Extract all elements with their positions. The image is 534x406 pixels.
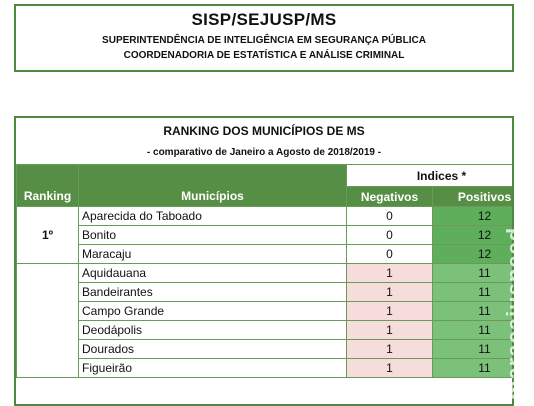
ranking-title: RANKING DOS MUNICÍPIOS DE MS bbox=[163, 124, 365, 138]
table-row bbox=[17, 245, 515, 264]
municipio-cell: Bandeirantes bbox=[79, 283, 347, 302]
header-title: SISP/SEJUSP/MS bbox=[191, 10, 337, 29]
report-header bbox=[14, 4, 514, 72]
municipio-cell: Figueirão bbox=[79, 359, 347, 378]
col-header-indices: Indices * bbox=[347, 165, 515, 187]
municipio-cell: Aparecida do Taboado bbox=[79, 207, 347, 226]
col-header-positivos: Positivos bbox=[433, 187, 515, 207]
col-header-municipios: Municípios bbox=[79, 165, 347, 207]
negativos-cell: 0 bbox=[347, 245, 433, 264]
col-header-ranking: Ranking bbox=[17, 165, 79, 207]
table-row bbox=[17, 207, 515, 226]
table-row bbox=[17, 340, 515, 359]
positivos-cell: 11 bbox=[433, 302, 515, 321]
rank-cell: 1º bbox=[17, 207, 79, 264]
negativos-cell: 1 bbox=[347, 283, 433, 302]
table-row bbox=[17, 321, 515, 340]
col-header-negativos: Negativos bbox=[347, 187, 433, 207]
rank-cell bbox=[17, 264, 79, 378]
table-row bbox=[17, 264, 515, 283]
positivos-cell: 11 bbox=[433, 359, 515, 378]
municipio-cell: Campo Grande bbox=[79, 302, 347, 321]
municipio-cell: Aquidauana bbox=[79, 264, 347, 283]
municipio-cell: Dourados bbox=[79, 340, 347, 359]
header-coordenadoria: COORDENADORIA DE ESTATÍSTICA E ANÁLISE CRIMINAL bbox=[123, 50, 405, 61]
positivos-cell: 12 bbox=[433, 226, 515, 245]
municipio-cell: Maracaju bbox=[79, 245, 347, 264]
table-row bbox=[17, 226, 515, 245]
positivos-cell: 12 bbox=[433, 207, 515, 226]
negativos-cell: 1 bbox=[347, 359, 433, 378]
negativos-cell: 1 bbox=[347, 302, 433, 321]
positivos-cell: 12 bbox=[433, 245, 515, 264]
positivos-cell: 11 bbox=[433, 264, 515, 283]
positivos-cell: 11 bbox=[433, 321, 515, 340]
municipio-cell: Deodápolis bbox=[79, 321, 347, 340]
positivos-cell: 11 bbox=[433, 340, 515, 359]
negativos-cell: 0 bbox=[347, 207, 433, 226]
negativos-cell: 1 bbox=[347, 321, 433, 340]
municipio-cell: Bonito bbox=[79, 226, 347, 245]
site-watermark: maracajuspeed bbox=[502, 226, 527, 400]
header-superintendencia: SUPERINTENDÊNCIA DE INTELIGÊNCIA EM SEGURANÇA PÚBLICA bbox=[102, 35, 426, 46]
ranking-panel bbox=[14, 116, 514, 406]
negativos-cell: 0 bbox=[347, 226, 433, 245]
ranking-table bbox=[16, 164, 514, 378]
negativos-cell: 1 bbox=[347, 264, 433, 283]
table-row bbox=[17, 359, 515, 378]
table-row bbox=[17, 302, 515, 321]
ranking-subtitle: - comparativo de Janeiro a Agosto de 2018/2019 - bbox=[146, 147, 382, 158]
table-row bbox=[17, 283, 515, 302]
negativos-cell: 1 bbox=[347, 340, 433, 359]
positivos-cell: 11 bbox=[433, 283, 515, 302]
